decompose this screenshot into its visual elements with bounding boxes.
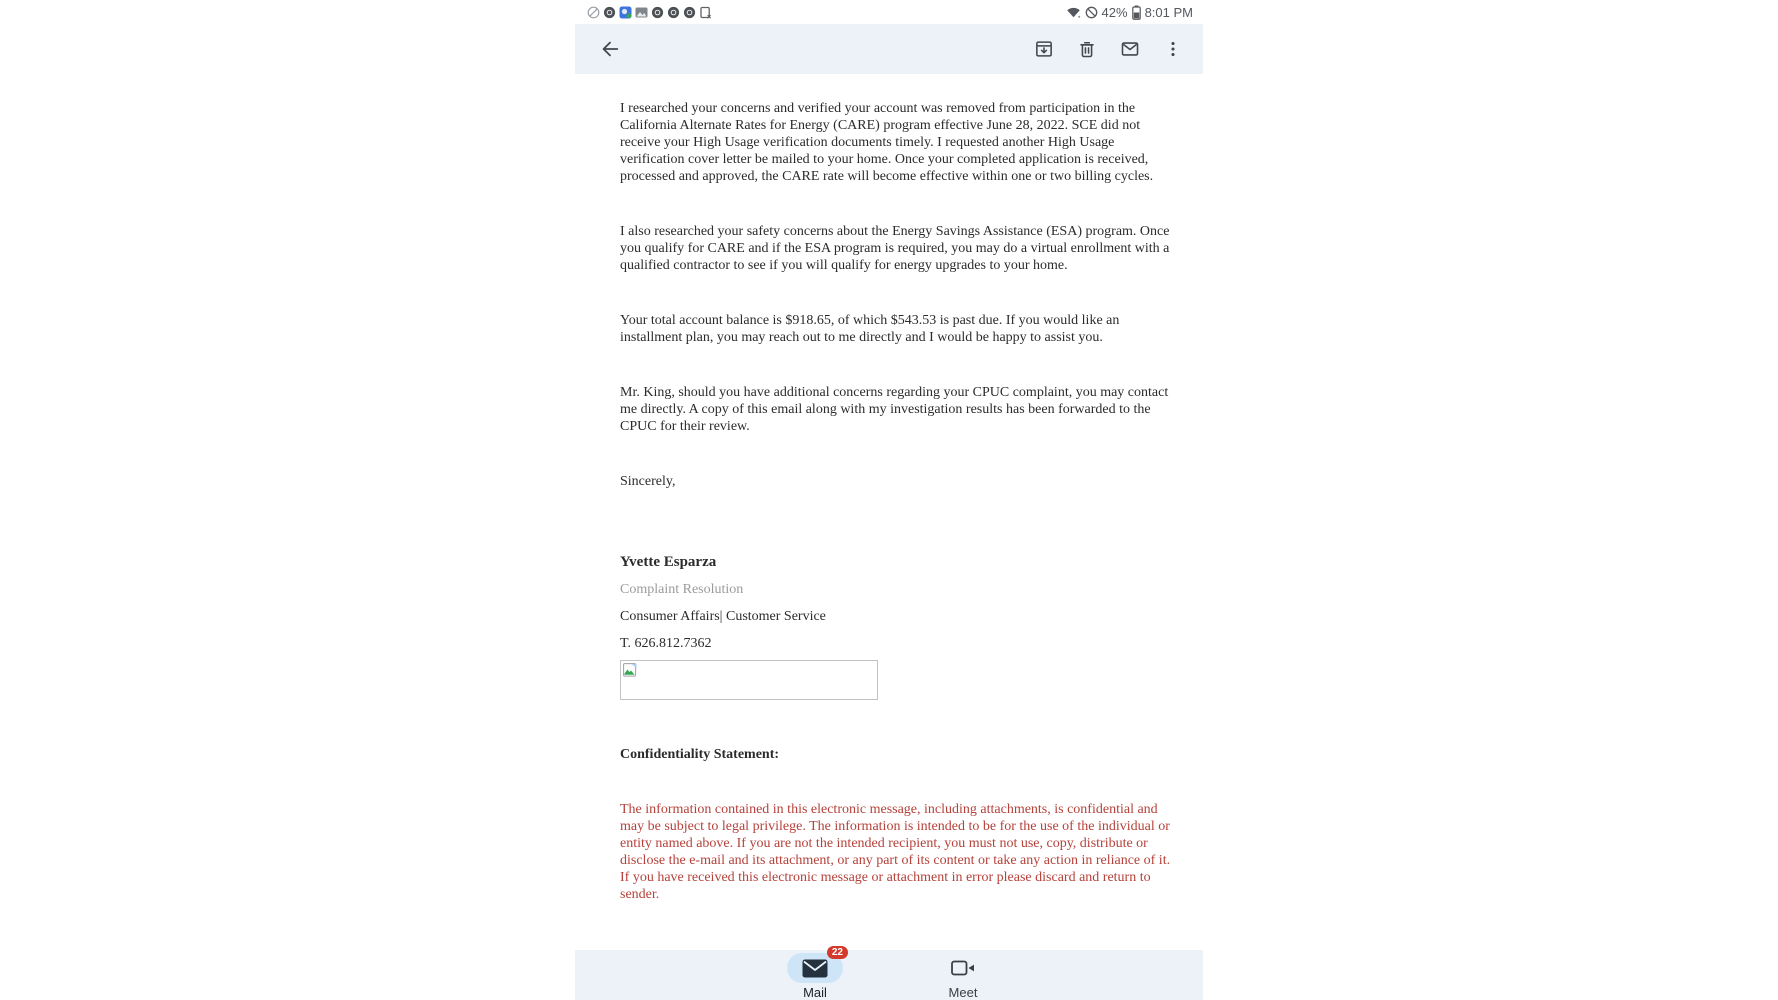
email-paragraph: Your total account balance is $918.65, of which $543.53 is past due. If you would like an installment plan, you may reach out to me directly and I would be happy to assist you.	[620, 313, 1120, 345]
status-indicators	[1066, 5, 1193, 20]
meet-icon-holder	[935, 953, 991, 983]
email-app-bar	[575, 24, 1203, 74]
confidentiality-text: The information contained in this electronic message, including attachments, is confidential and may be subject to legal privilege. The information is intended to be for the use of the individual or entity named above. If you are not the intended recipient, you must not use, copy, distribute or disclose the e-mail and its attachment, or any part of its content or take any action in reliance of it. If you have received this electronic message or attachment in error please discard and return to sender.	[620, 802, 1171, 902]
delete-icon[interactable]	[1074, 36, 1100, 62]
app-notification-icon-4	[683, 6, 696, 19]
photos-app-notification-icon	[619, 6, 632, 19]
mail-envelope-icon	[802, 959, 828, 978]
tab-mail-label: Mail	[803, 985, 827, 1000]
mark-unread-icon[interactable]	[1117, 36, 1143, 62]
clock-text: 8:01 PM	[1144, 5, 1193, 20]
tab-mail[interactable]	[785, 947, 845, 1000]
email-paragraph: I also researched your safety concerns about the Energy Savings Assistance (ESA) program. Once you qualify for CARE and if the ESA program is required, you may do a virtual enrollment with a qualified contractor to see if you will qualify for energy upgrades to your home.	[620, 224, 1170, 273]
broken-image-placeholder	[620, 660, 878, 700]
email-paragraph: Mr. King, should you have additional concerns regarding your CPUC complaint, you may contact me directly. A copy of this email along with my investigation results has been forwarded to the CPUC for their review.	[620, 385, 1169, 434]
wifi-icon	[1066, 6, 1081, 19]
do-not-disturb-icon	[1085, 6, 1098, 19]
email-closing: Sincerely,	[620, 474, 676, 489]
tab-meet[interactable]	[933, 950, 993, 1000]
back-arrow-icon[interactable]	[597, 36, 623, 62]
app-notification-icon-3	[667, 6, 680, 19]
signature-phone: T. 626.812.7362	[620, 636, 712, 651]
signature-name: Yvette Esparza	[620, 554, 717, 570]
email-paragraph: I researched your concerns and verified your account was removed from participation in the California Alternate Rates for Energy (CARE) program effective June 28, 2022. SCE did not receive your High Usage verification documents timely. I requested another High Usage verification cover letter be mailed to your home. Once your completed application is received, processed and approved, the CARE rate will become effective within one or two billing cycles.	[620, 101, 1154, 184]
signature-department: Consumer Affairs| Customer Service	[620, 609, 826, 624]
app-notification-icon-2	[651, 6, 664, 19]
more-options-icon[interactable]	[1160, 36, 1186, 62]
blocked-notification-icon	[587, 6, 600, 19]
email-body-scroll-area[interactable]	[575, 74, 1203, 903]
signature-title: Complaint Resolution	[620, 582, 744, 597]
mail-active-pill	[787, 947, 843, 983]
no-sim-notification-icon	[699, 6, 712, 19]
status-bar	[575, 0, 1203, 22]
email-action-buttons	[1031, 36, 1186, 62]
battery-icon	[1132, 5, 1141, 20]
tab-meet-label: Meet	[948, 985, 978, 1000]
notification-icons	[587, 6, 712, 19]
unread-count-badge: 22	[827, 946, 848, 959]
broken-image-icon	[623, 663, 638, 678]
meet-camera-icon	[951, 959, 975, 977]
battery-percent-text: 42%	[1101, 5, 1128, 20]
app-notification-icon-1	[603, 6, 616, 19]
archive-icon[interactable]	[1031, 36, 1057, 62]
confidentiality-heading: Confidentiality Statement:	[620, 747, 780, 762]
bottom-navigation-bar	[575, 947, 1203, 1000]
screenshot-notification-icon	[635, 6, 648, 19]
phone-screen	[575, 0, 1203, 1000]
